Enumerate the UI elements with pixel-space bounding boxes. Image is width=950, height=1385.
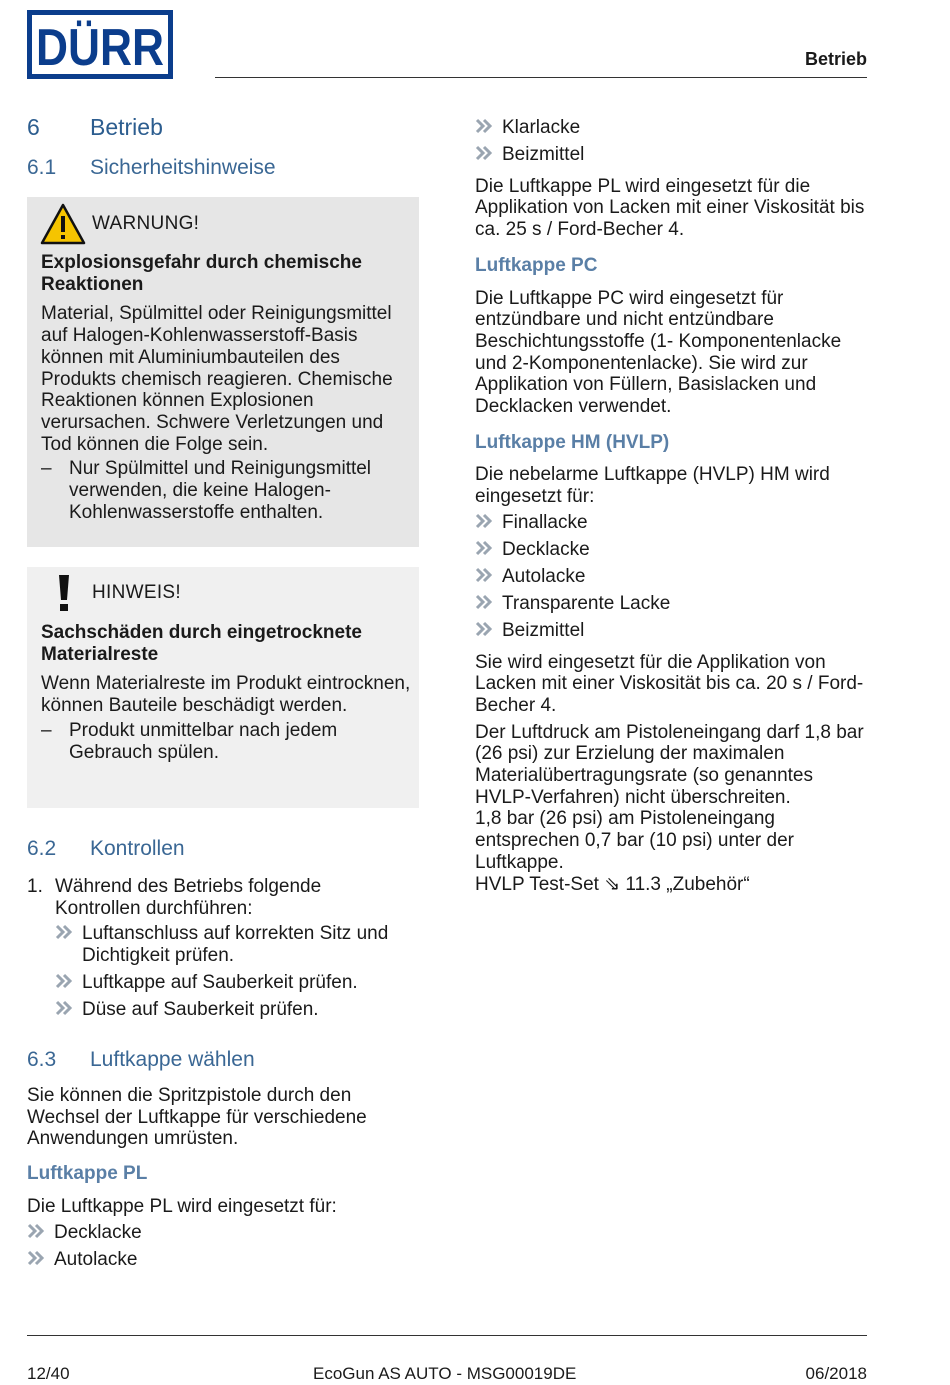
list-item-text: Klarlacke [502, 117, 581, 138]
header-divider [215, 77, 867, 78]
action-dash: – [41, 458, 52, 480]
left-column [27, 114, 427, 183]
section-heading-6-3 [27, 1049, 407, 1075]
luftkappe-pl-heading: Luftkappe PL [27, 1163, 148, 1185]
notice-text: Wenn Materialreste im Produkt eintrocknen, können Bauteile beschädigt werden. [41, 673, 411, 717]
chapter-title: Betrieb [90, 114, 163, 140]
step-text: Während des Betriebs folgende Kontrollen durchführen: [55, 876, 322, 919]
notice-label: HINWEIS! [92, 582, 181, 603]
list-item [475, 144, 870, 166]
list-item [55, 923, 407, 966]
list-item-text: Decklacke [502, 538, 590, 560]
luftkappe-hm-heading: Luftkappe HM (HVLP) [475, 431, 670, 453]
duerr-logo [27, 10, 173, 79]
luftkappe-hm-outro-4 [475, 874, 870, 896]
list-item-text: Decklacke [54, 1221, 142, 1243]
section-6-2 [27, 838, 407, 1021]
section-heading-6-2 [27, 838, 407, 864]
list-item [55, 999, 407, 1021]
double-chevron-icon [475, 513, 493, 529]
list-item-text: Luftkappe auf Sauberkeit prüfen. [82, 972, 358, 994]
list-item-text: Beizmittel [502, 144, 585, 165]
luftkappe-pl-intro: Die Luftkappe PL wird eingesetzt für: [27, 1195, 337, 1217]
section-title: Sicherheitshinweise [90, 156, 276, 179]
list-item [55, 972, 407, 994]
double-chevron-icon [55, 924, 73, 940]
header-section-title: Betrieb [804, 49, 867, 69]
list-item-text: Finallacke [502, 511, 588, 533]
luftkappe-hm-intro: Die nebelarme Luftkappe (HVLP) HM wird eingesetzt für: [475, 464, 830, 508]
footer-divider [27, 1335, 867, 1336]
double-chevron-icon [475, 540, 493, 556]
double-chevron-icon [27, 1223, 45, 1239]
section-number: 6.2 [27, 837, 57, 860]
list-item [475, 539, 870, 561]
luftkappe-hm-outro-1: Sie wird eingesetzt für die Applikation von Lacken mit einer Viskosität bis ca. 20 s / Ford-Becher 4. [475, 651, 864, 716]
notice-action [41, 720, 411, 763]
footer-document-id: EcoGun AS AUTO - MSG00019DE [313, 1364, 577, 1383]
list-item [475, 566, 870, 588]
section-heading-6-1 [27, 157, 427, 183]
step-1 [27, 876, 407, 1021]
luftkappe-hm-outro-3: 1,8 bar (26 psi) am Pistoleneingang entsprechen 0,7 bar (10 psi) unter der Luftkappe. [475, 808, 794, 873]
section-title: Luftkappe wählen [90, 1048, 255, 1071]
footer-page-number: 12/40 [27, 1364, 70, 1383]
control-list [55, 923, 407, 1020]
luftkappe-pc-heading: Luftkappe PC [475, 254, 598, 276]
luftkappe-hm-outro-2: Der Luftdruck am Pistoleneingang darf 1,8 bar (26 psi) zur Erzielung der maximalen Materialübertragungsrate (so genanntes HVLP-Verfahren) nicht überschreiten. [475, 721, 864, 808]
hm-list [475, 512, 870, 642]
double-chevron-icon [475, 567, 493, 583]
warning-action [41, 458, 411, 523]
section-number: 6.1 [27, 156, 57, 179]
right-column [475, 117, 870, 895]
section-title: Kontrollen [90, 837, 185, 860]
double-chevron-icon [55, 973, 73, 989]
list-item-text: Beizmittel [502, 619, 585, 641]
notice-box [27, 567, 419, 808]
list-item-text: Düse auf Sauberkeit prüfen. [82, 999, 319, 1021]
list-item [475, 593, 870, 615]
warning-triangle-icon [40, 203, 86, 245]
pl-list-right [475, 117, 870, 166]
warning-box [27, 197, 419, 547]
notice-action-text: Produkt unmittelbar nach jedem Gebrauch spülen. [69, 719, 338, 763]
cross-reference-link[interactable]: 11.3 „Zubehör“ [625, 873, 750, 895]
pl-list-left [27, 1222, 407, 1271]
action-dash: – [41, 719, 52, 741]
chapter-number: 6 [27, 114, 40, 140]
double-chevron-icon [27, 1250, 45, 1266]
list-item [475, 512, 870, 534]
cross-reference-arrow-icon: ⇘ [604, 873, 621, 895]
list-item [475, 620, 870, 642]
double-chevron-icon [475, 145, 493, 161]
list-item-text: Autolacke [502, 565, 586, 587]
logo-text: DÜRR [36, 19, 164, 77]
double-chevron-icon [475, 118, 493, 134]
footer-date: 06/2018 [805, 1364, 867, 1383]
exclamation-icon [55, 573, 73, 613]
test-set-label: HVLP Test-Set [475, 873, 599, 895]
luftkappe-pl-outro: Die Luftkappe PL wird eingesetzt für die Applikation von Lacken mit einer Viskosität bis ca. 25 s / Ford-Becher 4. [475, 175, 865, 241]
list-item-text: Autolacke [54, 1248, 138, 1270]
luftkappe-pc-text: Die Luftkappe PC wird eingesetzt für entzündbare und nicht entzündbare Beschichtungsstoffe (1- Komponentenlacke und 2-Komponentenlacke). Sie wird zur Applikation von Füllern, Basislacken und Decklacken verwendet. [475, 287, 842, 418]
section-6-3-intro: Sie können die Spritzpistole durch den Wechsel der Luftkappe für verschiedene Anwendungen umrüsten. [27, 1085, 367, 1150]
list-item [475, 117, 870, 139]
warning-action-text: Nur Spülmittel und Reinigungsmittel verwenden, die keine Halogen-Kohlenwasserstoffe enthalten. [69, 458, 372, 523]
warning-heading: Explosionsgefahr durch chemische Reaktionen [41, 252, 362, 295]
list-item [27, 1222, 407, 1244]
list-item [27, 1249, 407, 1271]
chapter-heading [27, 114, 427, 145]
double-chevron-icon [475, 594, 493, 610]
warning-label: WARNUNG! [92, 213, 200, 234]
notice-heading: Sachschäden durch eingetrocknete Materialreste [41, 622, 362, 665]
control-steps [27, 876, 407, 1021]
section-6-3 [27, 1049, 407, 1270]
step-number: 1. [27, 876, 43, 897]
list-item-text: Transparente Lacke [502, 592, 671, 614]
warning-text: Material, Spülmittel oder Reinigungsmittel auf Halogen-Kohlenwasserstoff-Basis können mit Aluminiumbauteilen des Produkts chemisch reagieren. Chemische Reaktionen können Explosionen verursachen. Schwere Verletzungen und Tod können die Folge sein. [41, 303, 393, 455]
double-chevron-icon [475, 621, 493, 637]
list-item-text: Luftanschluss auf korrekten Sitz und Dichtigkeit prüfen. [82, 923, 389, 967]
double-chevron-icon [55, 1000, 73, 1016]
section-number: 6.3 [27, 1048, 57, 1071]
